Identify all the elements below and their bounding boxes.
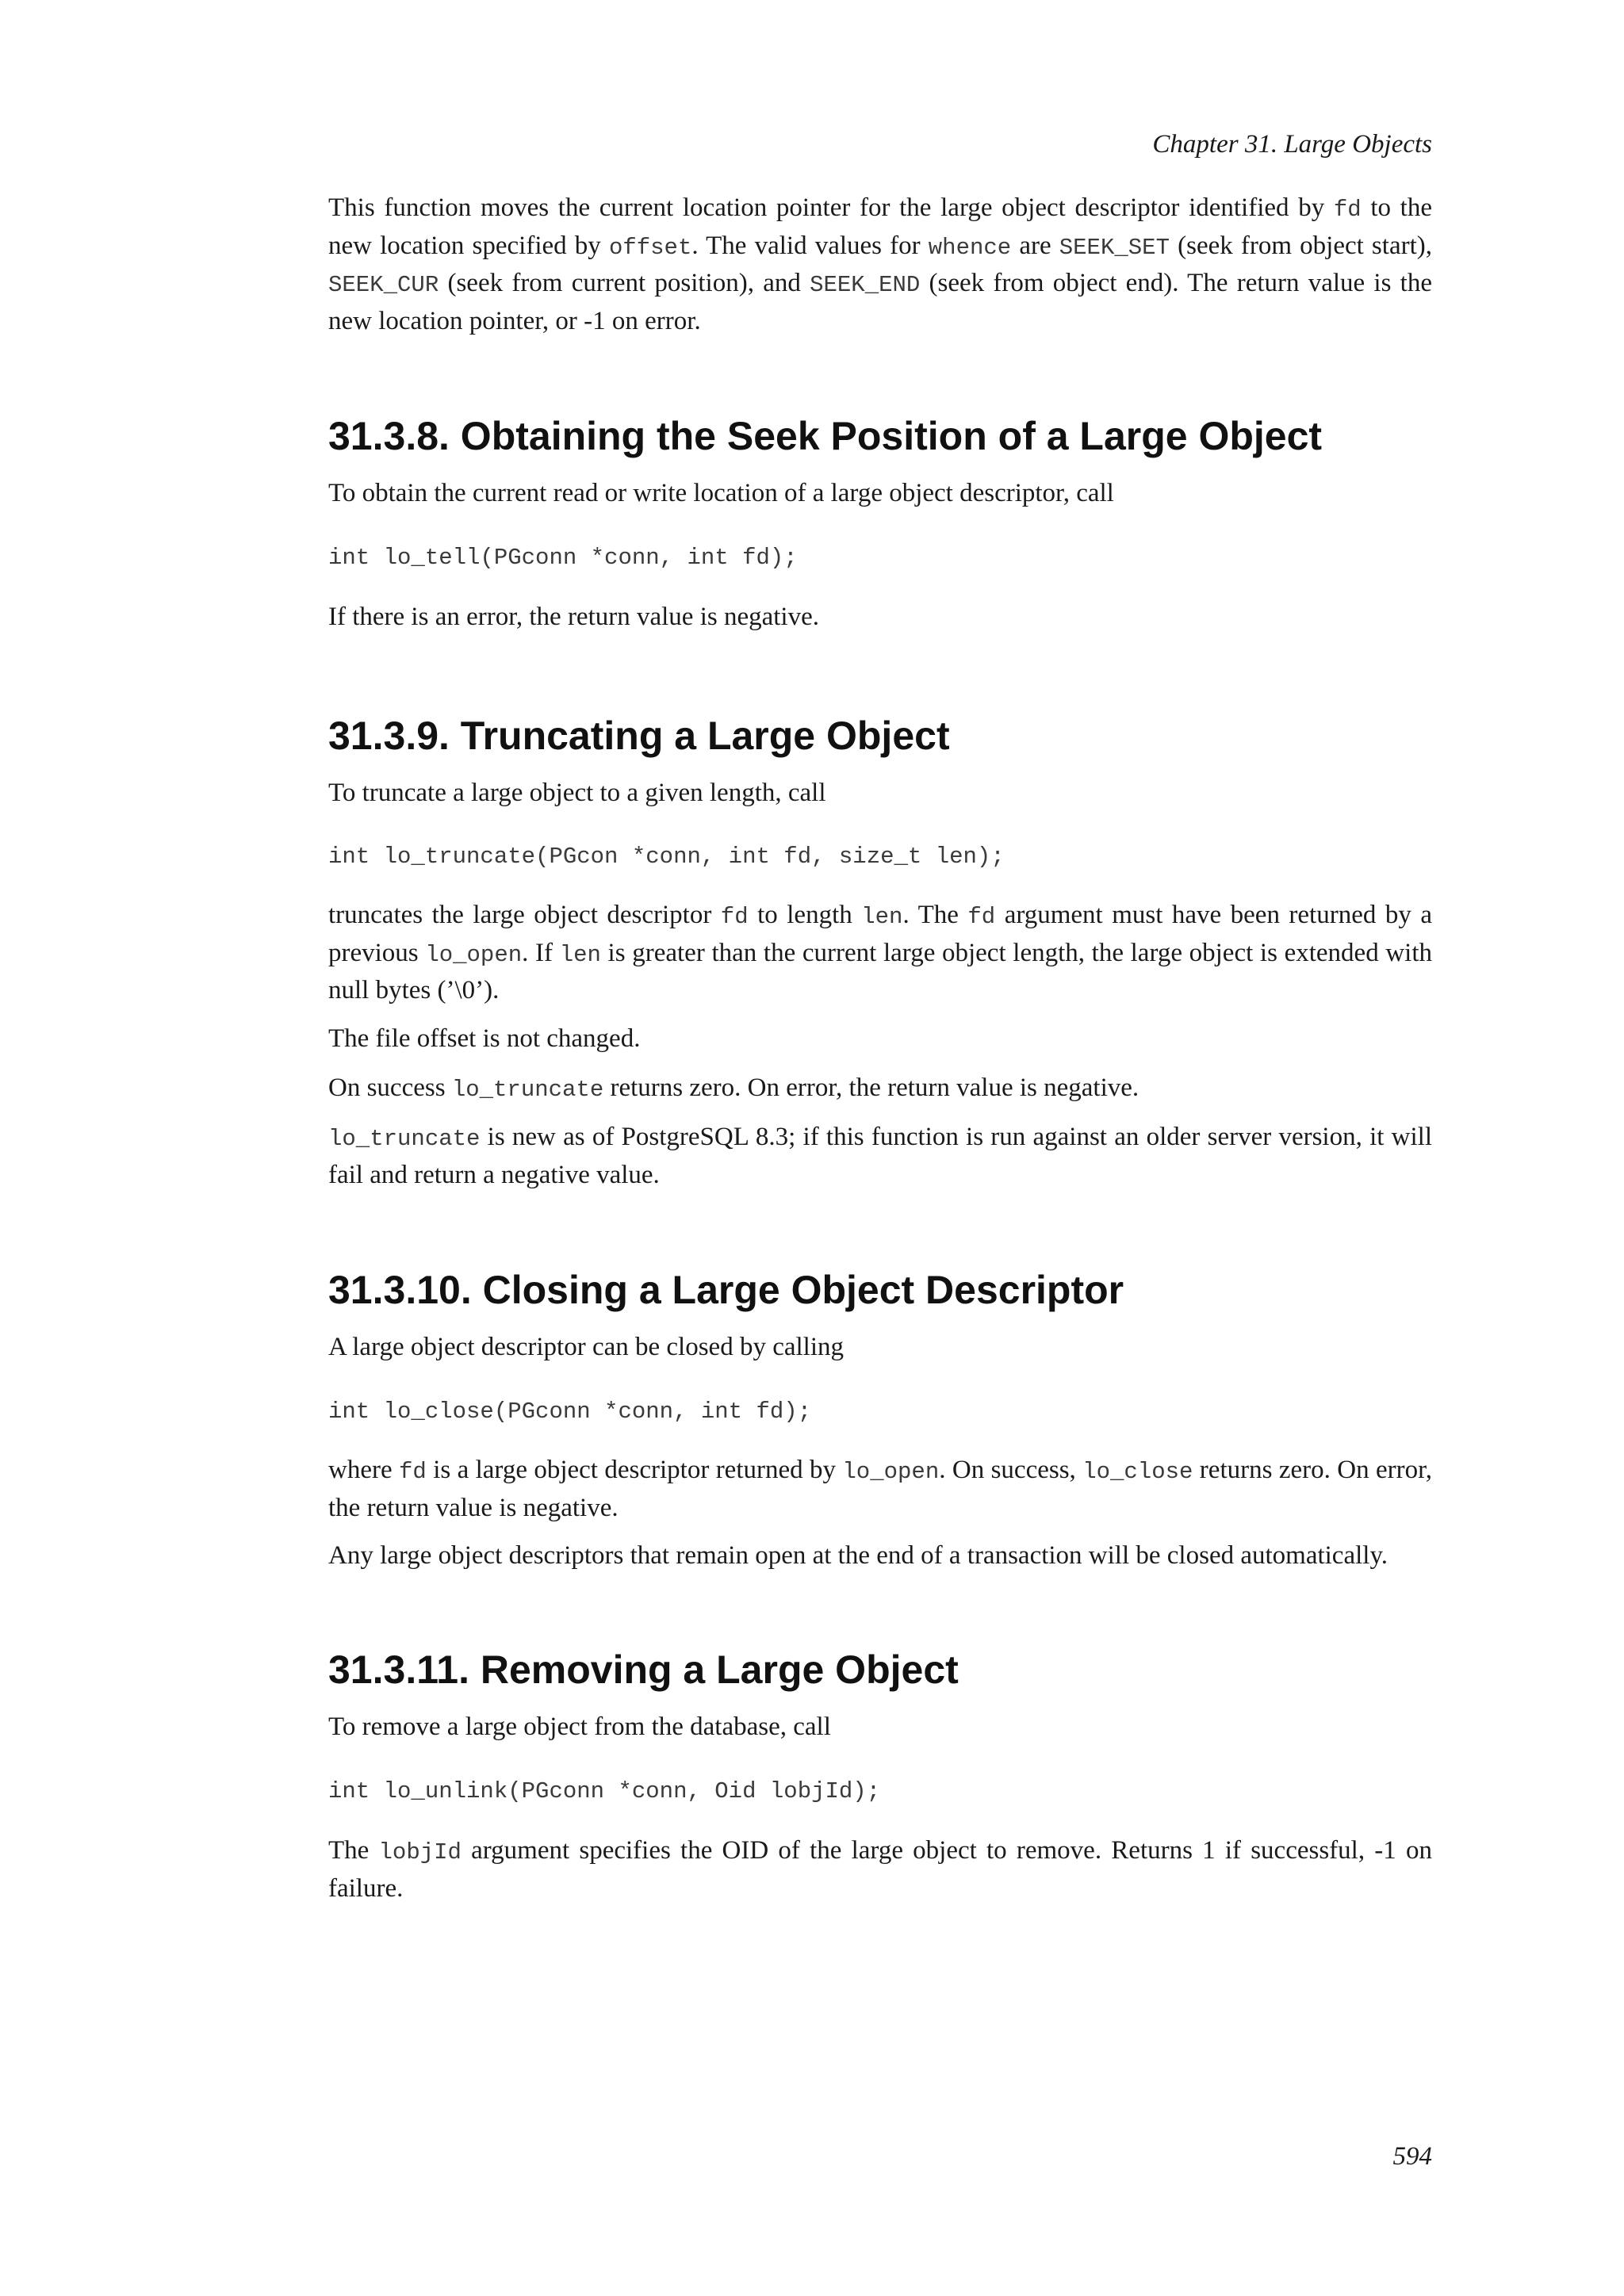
running-header: Chapter 31. Large Objects <box>1152 130 1432 159</box>
code-lo-close: int lo_close(PGconn *conn, int fd); <box>328 1399 812 1425</box>
section-heading-31-3-9: 31.3.9. Truncating a Large Object <box>328 714 950 758</box>
section-31-3-9-version-note: lo_truncate is new as of PostgreSQL 8.3; if this function is run against an older server version, it will fail and return a negative value. <box>328 1123 1432 1189</box>
code-len: len <box>861 904 903 930</box>
code-fd: fd <box>720 904 749 930</box>
code-lo-truncate: int lo_truncate(PGcon *conn, int fd, size_t len); <box>328 844 1005 870</box>
section-heading-31-3-10: 31.3.10. Closing a Large Object Descriptor <box>328 1268 1124 1312</box>
code-whence: whence <box>928 234 1012 261</box>
page-number: 594 <box>1392 2142 1432 2171</box>
section-31-3-8-intro: To obtain the current read or write location of a large object descriptor, call <box>328 479 1114 507</box>
code-fd: fd <box>1333 197 1362 223</box>
code-lo-close: lo_close <box>1082 1459 1193 1485</box>
section-31-3-8-note: If there is an error, the return value is negative. <box>328 603 819 631</box>
section-31-3-9-description: truncates the large object descriptor fd to length len. The fd argument must have been returned by a previous lo_open. If len is greater than the current large object length, the large object is extended with null bytes (’\0’). <box>328 901 1433 1004</box>
code-seek-end: SEEK_END <box>810 272 921 298</box>
section-31-3-11-intro: To remove a large object from the database, call <box>328 1712 831 1741</box>
code-lo-open: lo_open <box>425 941 523 968</box>
section-heading-31-3-11: 31.3.11. Removing a Large Object <box>328 1647 959 1692</box>
section-31-3-10-description: where fd is a large object descriptor returned by lo_open. On success, lo_close returns zero. On error, the return value is negative. <box>328 1456 1432 1522</box>
section-31-3-10-auto-close-note: Any large object descriptors that remain open at the end of a transaction will be closed automatically. <box>328 1541 1388 1570</box>
code-lo-truncate: lo_truncate <box>328 1126 481 1152</box>
section-31-3-11-description: The lobjId argument specifies the OID of the large object to remove. Returns 1 if successful, -1 on failure. <box>328 1836 1432 1903</box>
document-page <box>328 0 1432 2296</box>
code-lo-tell: int lo_tell(PGconn *conn, int fd); <box>328 545 798 571</box>
code-len: len <box>559 941 601 968</box>
code-lo-unlink: int lo_unlink(PGconn *conn, Oid lobjId); <box>328 1778 881 1804</box>
code-offset: offset <box>608 234 692 261</box>
section-31-3-9-intro: To truncate a large object to a given length, call <box>328 779 826 807</box>
section-heading-31-3-8: 31.3.8. Obtaining the Seek Position of a Large Object <box>328 414 1323 458</box>
intro-paragraph: This function moves the current location pointer for the large object descriptor identified by fd to the new location specified by offset. The valid values for whence are SEEK_SET (seek from object start), SEEK_CUR (seek from current position), and SEEK_END (seek from object end). The return value is the new location pointer, or -1 on error. <box>328 193 1432 335</box>
code-fd: fd <box>399 1459 427 1485</box>
code-lo-truncate: lo_truncate <box>451 1077 604 1103</box>
code-seek-cur: SEEK_CUR <box>328 272 439 298</box>
code-seek-set: SEEK_SET <box>1059 234 1170 261</box>
code-lobjid: lobjId <box>378 1839 462 1866</box>
section-31-3-9-offset-note: The file offset is not changed. <box>328 1024 641 1053</box>
section-31-3-9-return-note: On success lo_truncate returns zero. On error, the return value is negative. <box>328 1073 1139 1103</box>
section-31-3-10-intro: A large object descriptor can be closed by calling <box>328 1333 844 1361</box>
code-lo-open: lo_open <box>842 1459 940 1485</box>
code-fd: fd <box>967 904 996 930</box>
